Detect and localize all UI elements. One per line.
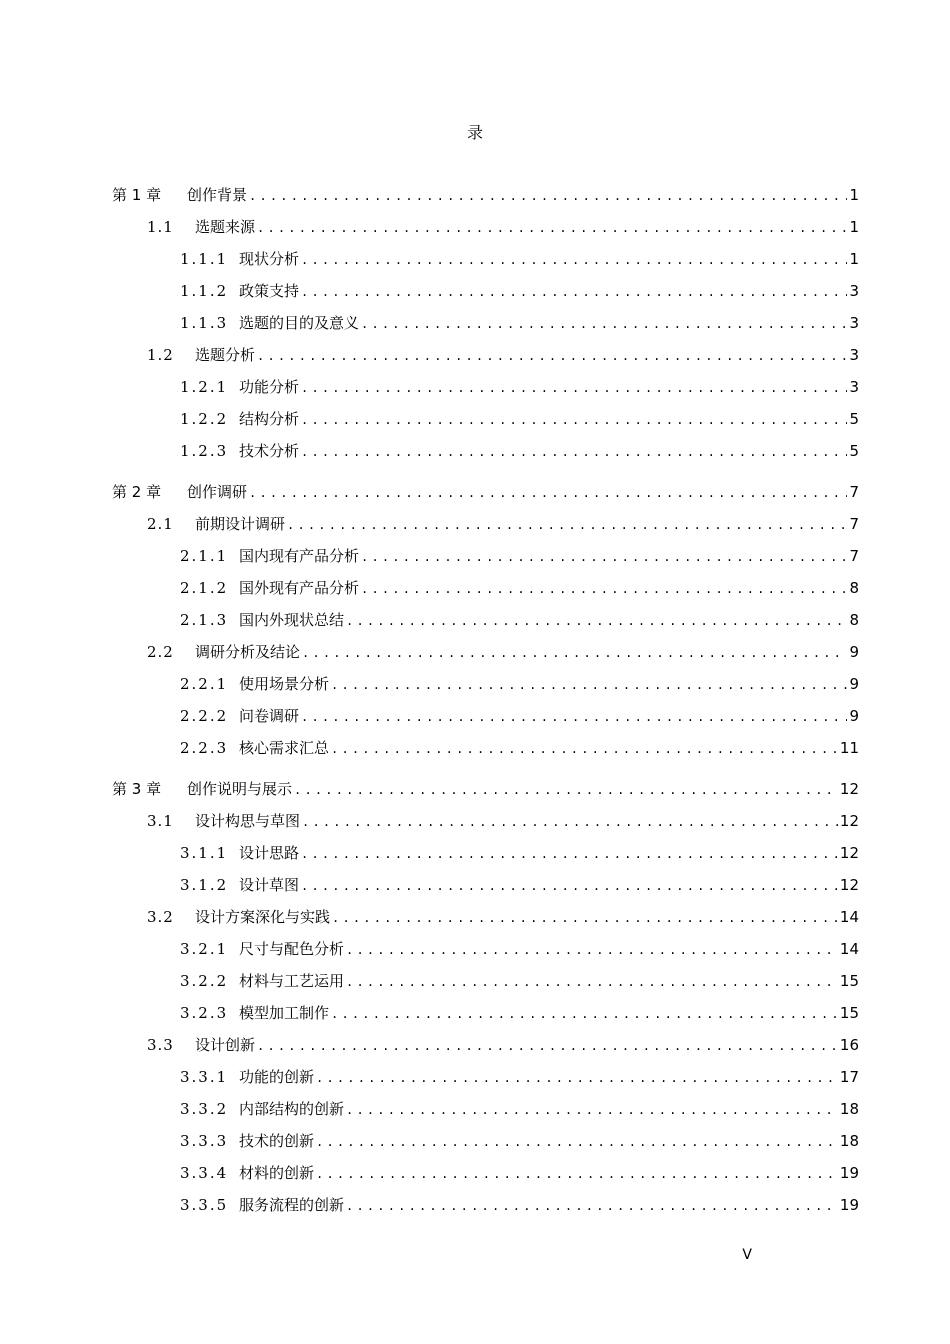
toc-entry-page: 11	[839, 739, 859, 757]
toc-entry-page: 15	[839, 1004, 859, 1022]
toc-entry-number: 2.2	[147, 643, 174, 661]
toc-entry-page: 7	[849, 547, 859, 565]
toc-entry-page: 15	[839, 972, 859, 990]
toc-entry-label: 使用场景分析	[239, 675, 330, 693]
toc-entry-page: 3	[849, 282, 859, 300]
toc-dot-leader	[316, 1131, 838, 1153]
toc-entry-number: 2.2.3	[180, 739, 229, 757]
toc-dot-leader	[301, 875, 838, 897]
toc-section-entry[interactable]	[147, 513, 859, 535]
toc-entry-label: 前期设计调研	[195, 515, 286, 533]
toc-entry-page: 7	[849, 515, 859, 533]
toc-entry-page: 8	[849, 611, 859, 629]
toc-entry-number: 1.1	[147, 218, 174, 236]
toc-entry-number: 3.2.1	[180, 940, 229, 958]
toc-section-entry[interactable]	[180, 545, 859, 567]
toc-entry-page: 12	[839, 844, 859, 862]
toc-entry-label: 选题的目的及意义	[239, 314, 360, 332]
toc-entry-label: 政策支持	[239, 282, 300, 300]
toc-entry-page: 19	[839, 1164, 859, 1182]
toc-section-entry[interactable]	[180, 673, 859, 695]
toc-entry-number: 2.1	[147, 515, 174, 533]
toc-entry-page: 3	[849, 378, 859, 396]
toc-entry-number: 3.3	[147, 1036, 174, 1054]
toc-section-entry[interactable]	[147, 216, 859, 238]
toc-entry-number: 3.3.3	[180, 1132, 229, 1150]
toc-dot-leader	[301, 281, 847, 303]
toc-dot-leader	[361, 546, 847, 568]
toc-entry-label: 现状分析	[239, 250, 300, 268]
toc-entry-number: 3.2	[147, 908, 174, 926]
toc-entry-number: 3.2.2	[180, 972, 229, 990]
toc-section-entry[interactable]	[180, 280, 859, 302]
toc-entry-number: 3.2.3	[180, 1004, 229, 1022]
toc-entry-page: 3	[849, 346, 859, 364]
toc-section-entry[interactable]	[180, 938, 859, 960]
toc-section-entry[interactable]	[180, 1130, 859, 1152]
toc-entry-number: 3.1.1	[180, 844, 229, 862]
toc-section-entry[interactable]	[180, 705, 859, 727]
toc-section-entry[interactable]	[180, 1066, 859, 1088]
toc-section-entry[interactable]	[180, 408, 859, 430]
toc-entry-page: 14	[839, 940, 859, 958]
toc-section-entry[interactable]	[180, 1162, 859, 1184]
toc-dot-leader	[316, 1067, 838, 1089]
toc-entry-label: 尺寸与配色分析	[239, 940, 345, 958]
toc-entry-number: 1.2.1	[180, 378, 229, 396]
toc-dot-leader	[287, 514, 847, 536]
toc-dot-leader	[302, 811, 838, 833]
toc-entry-number: 1.1.1	[180, 250, 229, 268]
toc-entry-label: 设计创新	[195, 1036, 256, 1054]
toc-title: 录	[466, 123, 483, 142]
toc-entry-label: 设计构思与草图	[195, 812, 301, 830]
toc-entry-number: 3.3.5	[180, 1196, 229, 1214]
toc-section-entry[interactable]	[180, 248, 859, 270]
toc-entry-page: 3	[849, 314, 859, 332]
toc-entry-label: 设计方案深化与实践	[195, 908, 331, 926]
toc-dot-leader	[301, 843, 838, 865]
toc-section-entry[interactable]	[147, 344, 859, 366]
toc-entry-label: 创作调研	[187, 483, 248, 501]
toc-entry-label: 创作背景	[187, 186, 248, 204]
toc-dot-leader	[257, 217, 847, 239]
toc-entry-page: 8	[849, 579, 859, 597]
toc-entry-number: 1.2	[147, 346, 174, 364]
toc-dot-leader	[257, 345, 847, 367]
toc-entry-label: 内部结构的创新	[239, 1100, 345, 1118]
toc-entry-number: 2.1.3	[180, 611, 229, 629]
toc-entry-label: 结构分析	[239, 410, 300, 428]
toc-section-entry[interactable]	[180, 737, 859, 759]
toc-section-entry[interactable]	[180, 577, 859, 599]
toc-dot-leader	[301, 441, 847, 463]
toc-dot-leader	[301, 249, 847, 271]
toc-entry-number: 1.1.3	[180, 314, 229, 332]
toc-entry-label: 调研分析及结论	[195, 643, 301, 661]
toc-dot-leader	[346, 1099, 838, 1121]
toc-dot-leader	[294, 779, 838, 801]
toc-entry-page: 12	[839, 876, 859, 894]
toc-dot-leader	[331, 1003, 838, 1025]
toc-entry-number: 3.1.2	[180, 876, 229, 894]
toc-entry-label: 设计思路	[239, 844, 300, 862]
toc-entry-number: 2.2.2	[180, 707, 229, 725]
toc-section-entry[interactable]	[180, 1002, 859, 1024]
toc-entry-label: 国外现有产品分析	[239, 579, 360, 597]
toc-dot-leader	[346, 1195, 838, 1217]
toc-entry-label: 功能分析	[239, 378, 300, 396]
toc-dot-leader	[257, 1035, 838, 1057]
toc-section-entry[interactable]	[180, 1194, 859, 1216]
toc-entry-label: 选题来源	[195, 218, 256, 236]
toc-dot-leader	[361, 578, 847, 600]
toc-dot-leader	[331, 738, 838, 760]
toc-entry-label: 服务流程的创新	[239, 1196, 345, 1214]
toc-entry-page: 12	[839, 812, 859, 830]
toc-entry-label: 材料与工艺运用	[239, 972, 345, 990]
toc-entry-label: 问卷调研	[239, 707, 300, 725]
toc-entry-label: 国内外现状总结	[239, 611, 345, 629]
toc-entry-label: 功能的创新	[239, 1068, 315, 1086]
toc-entry-number: 3.1	[147, 812, 174, 830]
toc-entry-page: 1	[849, 218, 859, 236]
toc-entry-label: 材料的创新	[239, 1164, 315, 1182]
toc-entry-page: 5	[849, 442, 859, 460]
toc-entry-page: 16	[839, 1036, 859, 1054]
toc-entry-page: 18	[839, 1132, 859, 1150]
toc-dot-leader	[249, 185, 847, 207]
toc-entry-number: 1.2.3	[180, 442, 229, 460]
toc-dot-leader	[316, 1163, 838, 1185]
toc-entry-number: 3.3.1	[180, 1068, 229, 1086]
toc-entry-page: 19	[839, 1196, 859, 1214]
toc-dot-leader	[301, 409, 847, 431]
toc-section-entry[interactable]	[147, 641, 859, 663]
toc-entry-label: 核心需求汇总	[239, 739, 330, 757]
toc-entry-number: 第 2 章	[112, 483, 162, 501]
page-number: V	[742, 1247, 752, 1263]
toc-entry-label: 技术分析	[239, 442, 300, 460]
toc-entry-label: 技术的创新	[239, 1132, 315, 1150]
toc-section-entry[interactable]	[180, 970, 859, 992]
toc-section-entry[interactable]	[180, 440, 859, 462]
toc-dot-leader	[249, 482, 847, 504]
toc-section-entry[interactable]	[180, 842, 859, 864]
toc-entry-number: 2.2.1	[180, 675, 229, 693]
toc-entry-page: 9	[849, 643, 859, 661]
toc-entry-page: 14	[839, 908, 859, 926]
toc-entry-label: 设计草图	[239, 876, 300, 894]
toc-entry-page: 9	[849, 675, 859, 693]
toc-section-entry[interactable]	[180, 874, 859, 896]
toc-entry-page: 7	[849, 483, 859, 501]
toc-entry-page: 18	[839, 1100, 859, 1118]
toc-entry-number: 2.1.1	[180, 547, 229, 565]
toc-section-entry[interactable]	[147, 810, 859, 832]
toc-section-entry[interactable]	[180, 376, 859, 398]
toc-entry-label: 国内现有产品分析	[239, 547, 360, 565]
toc-entry-page: 12	[839, 780, 859, 798]
toc-dot-leader	[361, 313, 847, 335]
toc-chapter-entry[interactable]	[112, 184, 859, 206]
toc-section-entry[interactable]	[147, 1034, 859, 1056]
toc-entry-page: 1	[849, 186, 859, 204]
toc-chapter-entry[interactable]	[112, 778, 859, 800]
toc-entry-number: 1.2.2	[180, 410, 229, 428]
toc-section-entry[interactable]	[147, 906, 859, 928]
toc-section-entry[interactable]	[180, 609, 859, 631]
toc-entry-number: 2.1.2	[180, 579, 229, 597]
toc-dot-leader	[302, 642, 847, 664]
toc-entry-number: 第 1 章	[112, 186, 162, 204]
toc-chapter-entry[interactable]	[112, 481, 859, 503]
toc-entry-number: 3.3.2	[180, 1100, 229, 1118]
toc-section-entry[interactable]	[180, 1098, 859, 1120]
toc-dot-leader	[346, 971, 838, 993]
toc-entry-number: 第 3 章	[112, 780, 162, 798]
toc-entry-page: 9	[849, 707, 859, 725]
toc-entry-number: 3.3.4	[180, 1164, 229, 1182]
toc-entry-label: 创作说明与展示	[187, 780, 293, 798]
toc-dot-leader	[346, 610, 847, 632]
toc-dot-leader	[331, 674, 847, 696]
toc-entry-label: 选题分析	[195, 346, 256, 364]
toc-entry-page: 1	[849, 250, 859, 268]
toc-entry-number: 1.1.2	[180, 282, 229, 300]
toc-dot-leader	[332, 907, 838, 929]
toc-section-entry[interactable]	[180, 312, 859, 334]
toc-entry-label: 模型加工制作	[239, 1004, 330, 1022]
toc-entry-page: 17	[839, 1068, 859, 1086]
toc-dot-leader	[346, 939, 838, 961]
toc-entry-page: 5	[849, 410, 859, 428]
toc-dot-leader	[301, 377, 847, 399]
toc-dot-leader	[301, 706, 847, 728]
